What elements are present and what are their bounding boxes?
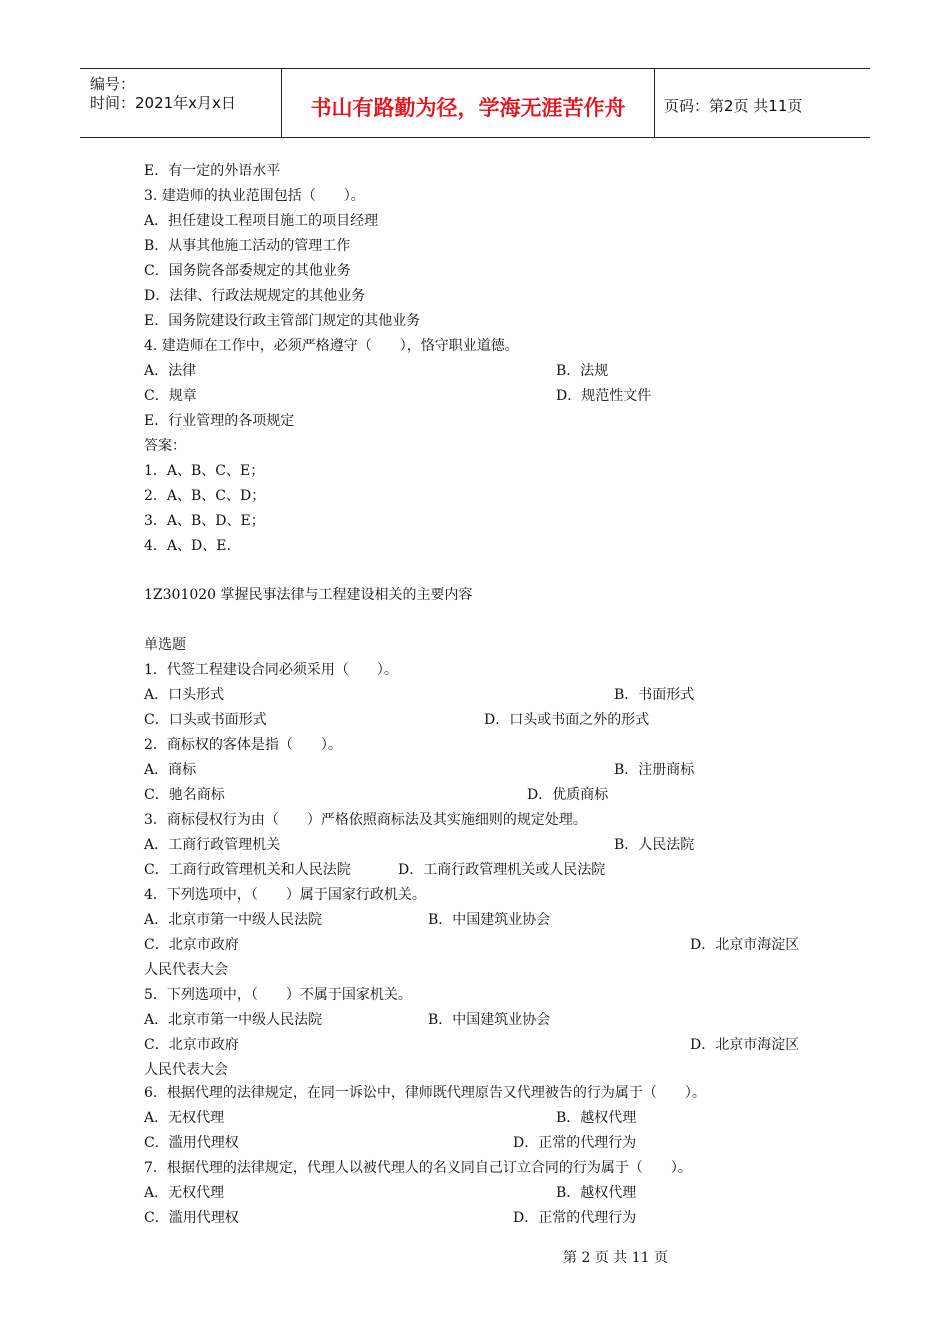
page-footer: 第 2 页 共 11 页 <box>563 1250 668 1266</box>
answer-line: 3．A、B、D、E； <box>144 513 265 529</box>
option-continuation-line: 人民代表大会 <box>144 962 228 978</box>
header-page-cell <box>655 69 870 137</box>
option-line: C．工商行政管理机关和人民法院 <box>144 862 351 878</box>
question-line: 7．根据代理的法律规定，代理人以被代理人的名义同自己订立合同的行为属于（ ）。 <box>144 1160 692 1176</box>
option-line: C．口头或书面形式 <box>144 712 267 728</box>
option-line: D．优质商标 <box>527 787 609 803</box>
answer-heading: 答案： <box>144 438 186 454</box>
question-line: 5．下列选项中，（ ）不属于国家机关。 <box>144 987 412 1003</box>
option-line: D．北京市海淀区 <box>690 937 800 953</box>
section-heading: 1Z301020 掌握民事法律与工程建设相关的主要内容 <box>144 587 473 603</box>
answer-line: 4．A、D、E. <box>144 538 231 554</box>
question-line: 4. 建造师在工作中，必须严格遵守（ ），恪守职业道德。 <box>144 338 519 354</box>
question-line: 3. 建造师的执业范围包括（ ）。 <box>144 188 365 204</box>
question-line: 1．代签工程建设合同必须采用（ ）。 <box>144 662 398 678</box>
section-subheading: 单选题 <box>144 637 186 653</box>
option-line: C．滥用代理权 <box>144 1210 239 1226</box>
question-line: 4．下列选项中，（ ）属于国家行政机关。 <box>144 887 426 903</box>
option-line: B．中国建筑业协会 <box>428 912 551 928</box>
option-line: A．北京市第一中级人民法院 <box>144 1012 323 1028</box>
option-line: B．越权代理 <box>556 1110 637 1126</box>
answer-line: 1．A、B、C、E； <box>144 463 265 479</box>
question-line: 6．根据代理的法律规定，在同一诉讼中，律师既代理原告又代理被告的行为属于（ ）。 <box>144 1085 706 1101</box>
option-line: D．法律、行政法规规定的其他业务 <box>144 288 366 304</box>
option-line: B．越权代理 <box>556 1185 637 1201</box>
option-line: B．注册商标 <box>614 762 695 778</box>
option-line: B．中国建筑业协会 <box>428 1012 551 1028</box>
option-line: C．规章 <box>144 388 197 404</box>
option-line: E．行业管理的各项规定 <box>144 413 295 429</box>
option-line: A．法律 <box>144 363 197 379</box>
option-line: A．商标 <box>144 762 197 778</box>
option-line: D．口头或书面之外的形式 <box>484 712 650 728</box>
option-line: D．正常的代理行为 <box>513 1210 637 1226</box>
question-line: 3．商标侵权行为由（ ）严格依照商标法及其实施细则的规定处理。 <box>144 812 587 828</box>
option-line: D．工商行政管理机关或人民法院 <box>398 862 606 878</box>
option-line: C．驰名商标 <box>144 787 225 803</box>
option-line: A．无权代理 <box>144 1110 225 1126</box>
option-line: C．国务院各部委规定的其他业务 <box>144 263 351 279</box>
option-line: A．担任建设工程项目施工的项目经理 <box>144 213 379 229</box>
header-motto-cell <box>282 69 655 137</box>
option-line: B．人民法院 <box>614 837 695 853</box>
option-line: D．北京市海淀区 <box>690 1037 800 1053</box>
option-line: A．口头形式 <box>144 687 225 703</box>
document-number-label: 编号： <box>90 75 136 93</box>
option-line: C．北京市政府 <box>144 937 239 953</box>
option-line: E．有一定的外语水平 <box>144 163 281 179</box>
option-continuation-line: 人民代表大会 <box>144 1062 228 1078</box>
header-page-number: 页码：第2页 共11页 <box>664 97 803 115</box>
option-line: C．北京市政府 <box>144 1037 239 1053</box>
option-line: A．北京市第一中级人民法院 <box>144 912 323 928</box>
option-line: D．正常的代理行为 <box>513 1135 637 1151</box>
option-line: A．无权代理 <box>144 1185 225 1201</box>
document-date-label: 时间：2021年x月x日 <box>90 94 236 112</box>
option-line: D．规范性文件 <box>556 388 652 404</box>
page-header <box>80 68 870 138</box>
question-line: 2．商标权的客体是指（ ）。 <box>144 737 342 753</box>
header-info-cell <box>80 69 282 137</box>
option-line: B．书面形式 <box>614 687 695 703</box>
option-line: E．国务院建设行政主管部门规定的其他业务 <box>144 313 421 329</box>
option-line: A．工商行政管理机关 <box>144 837 281 853</box>
option-line: C．滥用代理权 <box>144 1135 239 1151</box>
answer-line: 2．A、B、C、D； <box>144 488 266 504</box>
option-line: B．从事其他施工活动的管理工作 <box>144 238 351 254</box>
option-line: B．法规 <box>556 363 609 379</box>
header-motto: 书山有路勤为径，学海无涯苦作舟 <box>310 96 626 120</box>
